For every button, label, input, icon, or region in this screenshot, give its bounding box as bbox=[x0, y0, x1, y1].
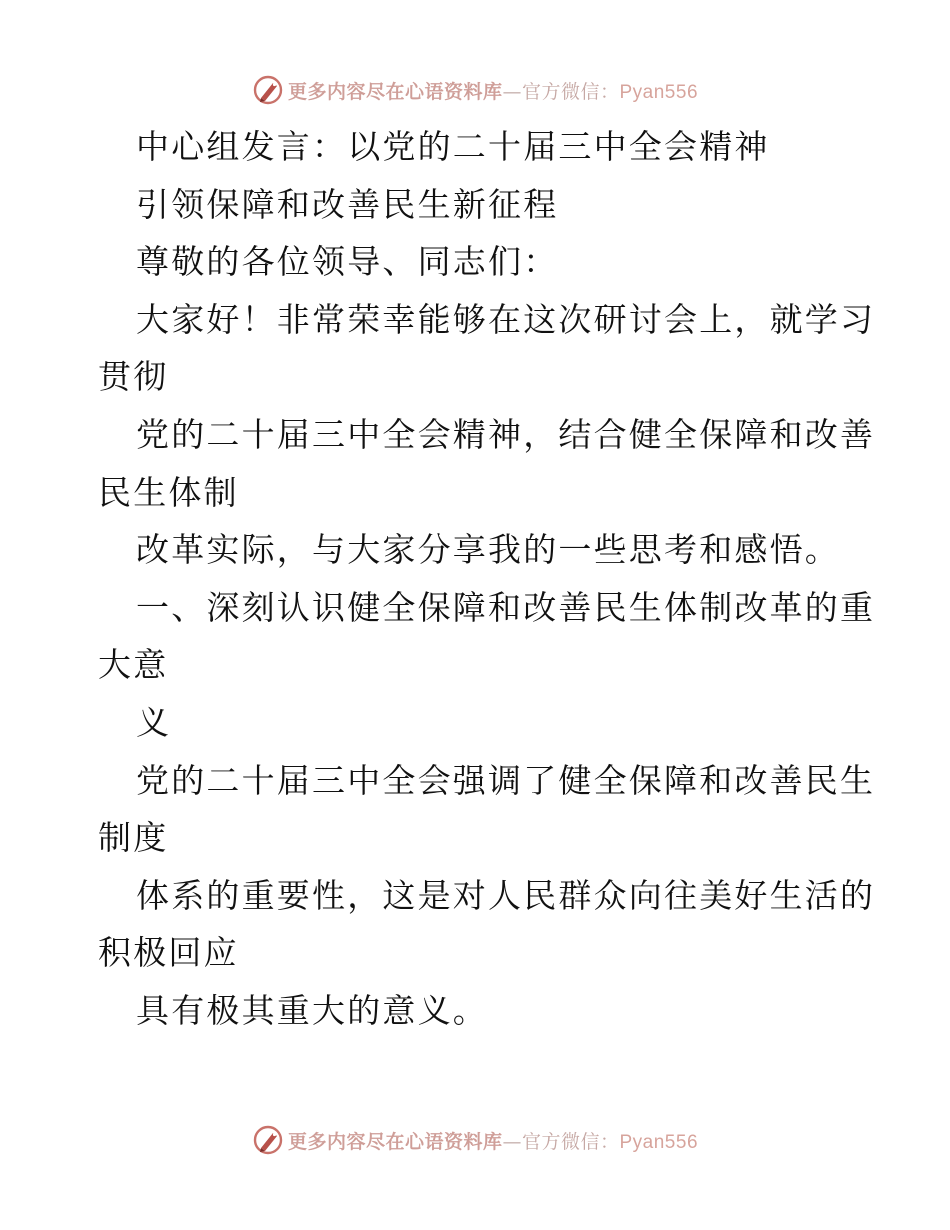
text-line: 引领保障和改善民生新征程 bbox=[136, 184, 559, 224]
section-heading-line: 义 bbox=[136, 702, 172, 742]
text-line: 改革实际，与大家分享我的一些思考和感悟。 bbox=[136, 530, 840, 570]
text-line: 中心组发言：以党的二十届三中全会精神 bbox=[136, 127, 770, 166]
footer-watermark bbox=[0, 1120, 950, 1160]
text-line: 尊敬的各位领导、同志们： bbox=[136, 242, 559, 282]
watermark-text: 更多内容尽在心语资料库—官方微信：Pyan556 bbox=[287, 80, 699, 103]
text-line: 党的二十届三中全会强调了健全保障和改善民生 bbox=[136, 760, 876, 800]
text-line: 贯彻 bbox=[98, 357, 169, 397]
watermark-text: 更多内容尽在心语资料库—官方微信：Pyan556 bbox=[287, 1130, 699, 1153]
pen-logo-icon bbox=[252, 74, 284, 106]
text-line: 大家好！非常荣幸能够在这次研讨会上，就学习 bbox=[136, 299, 876, 339]
pen-logo-icon bbox=[252, 1124, 284, 1156]
text-line: 体系的重要性，这是对人民群众向往美好生活的 bbox=[136, 875, 876, 915]
document-body bbox=[98, 118, 876, 1040]
text-line: 党的二十届三中全会精神，结合健全保障和改善 bbox=[136, 414, 876, 454]
text-line: 制度 bbox=[98, 818, 169, 858]
header-watermark bbox=[0, 70, 950, 110]
section-heading-line: 一、深刻认识健全保障和改善民生体制改革的重 bbox=[136, 587, 876, 627]
text-line: 具有极其重大的意义。 bbox=[136, 990, 488, 1030]
text-line: 民生体制 bbox=[98, 472, 239, 512]
section-heading-line: 大意 bbox=[98, 645, 169, 685]
text-line: 积极回应 bbox=[98, 933, 239, 973]
